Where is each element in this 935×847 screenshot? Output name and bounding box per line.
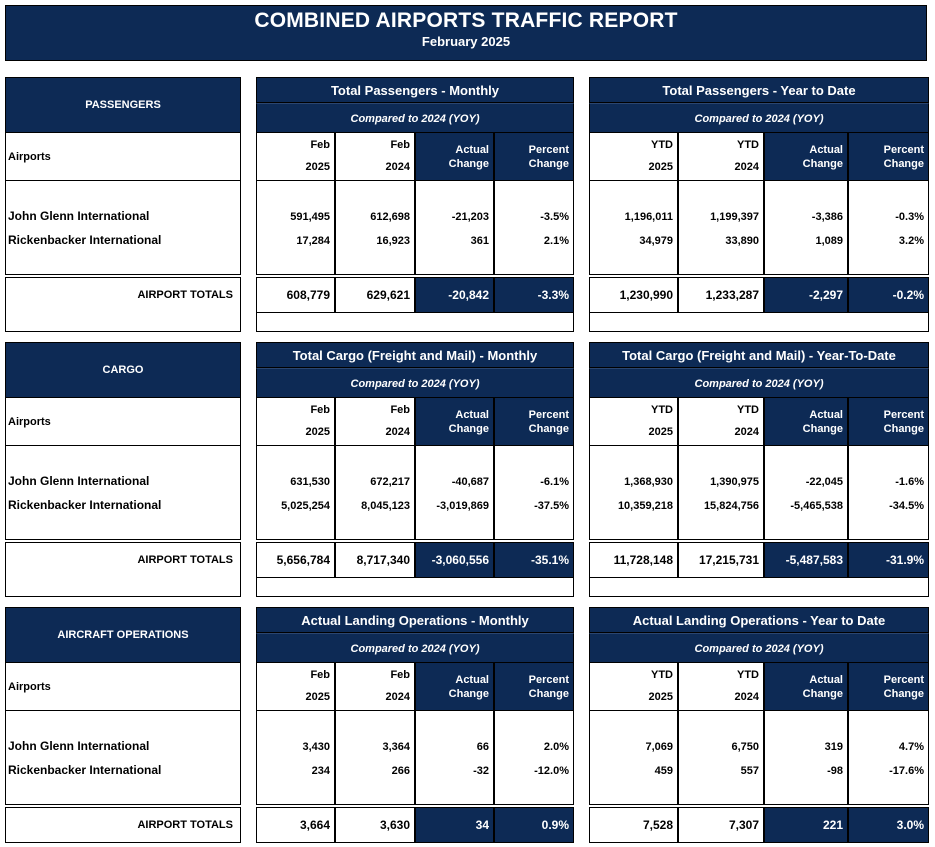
column-header-line1: Percent: [528, 409, 569, 421]
column-header: [335, 663, 415, 711]
section-title: PASSENGERS: [5, 77, 241, 133]
table-cell: 5,025,254: [281, 500, 330, 512]
data-column: [764, 711, 848, 805]
data-column: [848, 446, 929, 540]
column-header-line1: Feb: [310, 404, 330, 416]
column-header-line1: YTD: [737, 404, 759, 416]
airport-names: [5, 711, 241, 805]
total-cell: 221: [764, 807, 848, 843]
column-header-line1: YTD: [651, 669, 673, 681]
section-title: CARGO: [5, 342, 241, 398]
data-column: [494, 446, 574, 540]
column-header: [494, 133, 574, 181]
table-cell: 2.0%: [543, 741, 569, 753]
column-header-line1: Feb: [310, 139, 330, 151]
table-cell: -37.5%: [534, 500, 569, 512]
column-header-line1: Actual: [809, 674, 843, 686]
total-cell: -5,487,583: [764, 542, 848, 578]
spacer-row: [256, 312, 574, 332]
column-header-line2: Change: [448, 688, 489, 700]
table-cell: 266: [391, 765, 410, 777]
table-cell: -3.5%: [540, 211, 569, 223]
total-cell: 3,664: [256, 807, 335, 843]
total-cell: -0.2%: [848, 277, 929, 313]
total-cell: 608,779: [256, 277, 335, 313]
column-header-line2: Change: [883, 158, 924, 170]
block-title: Total Cargo (Freight and Mail) - Year-To-Date: [589, 342, 929, 368]
data-column: [589, 711, 678, 805]
column-header-line1: Percent: [528, 674, 569, 686]
data-column: [335, 711, 415, 805]
column-header: [256, 133, 335, 181]
total-cell: 34: [415, 807, 494, 843]
report-banner: [5, 5, 927, 61]
block-title: Actual Landing Operations - Monthly: [256, 607, 574, 633]
column-header: [764, 663, 848, 711]
column-header-line1: Feb: [310, 669, 330, 681]
column-header: [415, 398, 494, 446]
table-cell: -0.3%: [895, 211, 924, 223]
total-cell: 7,528: [589, 807, 678, 843]
column-header-line1: Actual: [455, 144, 489, 156]
table-cell: 234: [311, 765, 330, 777]
report-title: COMBINED AIRPORTS TRAFFIC REPORT: [254, 9, 678, 32]
report-subtitle: February 2025: [421, 34, 511, 49]
column-header-line1: Actual: [809, 144, 843, 156]
total-cell: -20,842: [415, 277, 494, 313]
column-header-line1: Actual: [455, 674, 489, 686]
airport-totals-label: AIRPORT TOTALS: [5, 807, 241, 843]
table-cell: 459: [654, 765, 673, 777]
table-cell: 34,979: [639, 235, 673, 247]
block-title: Total Cargo (Freight and Mail) - Monthly: [256, 342, 574, 368]
total-cell: 1,233,287: [678, 277, 764, 313]
table-cell: 10,359,218: [617, 500, 673, 512]
data-column: [678, 181, 764, 275]
total-cell: 7,307: [678, 807, 764, 843]
table-cell: 4.7%: [898, 741, 924, 753]
table-cell: 2.1%: [543, 235, 569, 247]
table-cell: 1,368,930: [624, 476, 673, 488]
column-header-line1: Actual: [455, 409, 489, 421]
column-header-line2: 2025: [648, 426, 673, 438]
table-cell: -21,203: [451, 211, 489, 223]
data-column: [415, 711, 494, 805]
column-header: [589, 398, 678, 446]
total-cell: 11,728,148: [589, 542, 678, 578]
column-header-line1: YTD: [737, 669, 759, 681]
spacer-row: [589, 312, 929, 332]
column-header-line1: Actual: [809, 409, 843, 421]
column-header-line2: 2024: [385, 691, 410, 703]
section-aircraft-operations: [0, 607, 935, 847]
column-header: [678, 133, 764, 181]
table-cell: 1,390,975: [710, 476, 759, 488]
data-column: [764, 181, 848, 275]
column-header-line2: Change: [528, 158, 569, 170]
table-cell: 6,750: [731, 741, 759, 753]
total-cell: -35.1%: [494, 542, 574, 578]
airports-header: Airports: [5, 133, 241, 181]
comparison-note: Compared to 2024 (YOY): [589, 368, 929, 398]
column-header-line1: Percent: [883, 674, 924, 686]
column-header-line2: Change: [448, 423, 489, 435]
data-column: [256, 446, 335, 540]
column-header: [848, 398, 929, 446]
table-cell: 66: [476, 741, 489, 753]
table-cell: -32: [473, 765, 489, 777]
column-header-line2: 2024: [734, 691, 759, 703]
column-header-line1: Percent: [883, 409, 924, 421]
table-cell: -40,687: [451, 476, 489, 488]
table-cell: -3,386: [811, 211, 843, 223]
comparison-note: Compared to 2024 (YOY): [256, 633, 574, 663]
airport-name: John Glenn International: [8, 209, 150, 223]
column-header: [678, 663, 764, 711]
table-cell: 1,199,397: [710, 211, 759, 223]
airport-name: John Glenn International: [8, 739, 150, 753]
table-cell: -17.6%: [889, 765, 924, 777]
data-column: [589, 446, 678, 540]
column-header-line2: 2025: [305, 691, 330, 703]
total-cell: 8,717,340: [335, 542, 415, 578]
data-column: [494, 711, 574, 805]
column-header-line1: Percent: [528, 144, 569, 156]
column-header-line2: 2024: [734, 161, 759, 173]
column-header: [256, 398, 335, 446]
column-header-line2: Change: [448, 158, 489, 170]
column-header-line2: 2025: [305, 161, 330, 173]
table-cell: 17,284: [296, 235, 330, 247]
total-cell: 1,230,990: [589, 277, 678, 313]
table-cell: 33,890: [725, 235, 759, 247]
column-header: [764, 133, 848, 181]
total-cell: 3.0%: [848, 807, 929, 843]
spacer-row: [5, 312, 241, 332]
column-header: [589, 133, 678, 181]
table-cell: -3,019,869: [436, 500, 489, 512]
comparison-note: Compared to 2024 (YOY): [589, 103, 929, 133]
table-cell: 3,430: [302, 741, 330, 753]
column-header-line2: Change: [528, 423, 569, 435]
table-cell: 1,196,011: [624, 211, 673, 223]
column-header-line1: YTD: [651, 404, 673, 416]
table-cell: -22,045: [805, 476, 843, 488]
column-header-line2: 2025: [648, 691, 673, 703]
data-column: [415, 446, 494, 540]
table-cell: -12.0%: [534, 765, 569, 777]
table-cell: -5,465,538: [790, 500, 843, 512]
comparison-note: Compared to 2024 (YOY): [256, 103, 574, 133]
table-cell: 7,069: [645, 741, 673, 753]
airport-totals-label: AIRPORT TOTALS: [5, 277, 241, 313]
column-header-line2: Change: [802, 158, 843, 170]
column-header-line1: Feb: [390, 669, 410, 681]
column-header: [335, 398, 415, 446]
data-column: [848, 181, 929, 275]
comparison-note: Compared to 2024 (YOY): [589, 633, 929, 663]
data-column: [848, 711, 929, 805]
column-header: [764, 398, 848, 446]
data-column: [678, 711, 764, 805]
spacer-row: [5, 577, 241, 597]
data-column: [256, 181, 335, 275]
column-header-line1: Percent: [883, 144, 924, 156]
section-cargo: [0, 342, 935, 582]
table-cell: 8,045,123: [361, 500, 410, 512]
data-column: [335, 181, 415, 275]
column-header-line1: YTD: [737, 139, 759, 151]
table-cell: -1.6%: [895, 476, 924, 488]
total-cell: 17,215,731: [678, 542, 764, 578]
airport-name: Rickenbacker International: [8, 233, 162, 247]
airport-name: John Glenn International: [8, 474, 150, 488]
column-header-line1: YTD: [651, 139, 673, 151]
table-cell: 319: [824, 741, 843, 753]
airports-header: Airports: [5, 663, 241, 711]
column-header-line2: 2024: [385, 161, 410, 173]
column-header: [494, 398, 574, 446]
column-header-line2: Change: [883, 688, 924, 700]
total-cell: 629,621: [335, 277, 415, 313]
column-header-line2: Change: [802, 688, 843, 700]
table-cell: 612,698: [370, 211, 410, 223]
column-header: [848, 133, 929, 181]
column-header: [415, 663, 494, 711]
airport-name: Rickenbacker International: [8, 498, 162, 512]
column-header-line2: 2025: [648, 161, 673, 173]
section-passengers: [0, 77, 935, 317]
data-column: [589, 181, 678, 275]
airport-names: [5, 181, 241, 275]
data-column: [678, 446, 764, 540]
table-cell: 591,495: [290, 211, 330, 223]
table-cell: 3,364: [382, 741, 410, 753]
column-header: [335, 133, 415, 181]
table-cell: 361: [470, 235, 489, 247]
total-cell: 3,630: [335, 807, 415, 843]
column-header-line1: Feb: [390, 139, 410, 151]
airport-name: Rickenbacker International: [8, 763, 162, 777]
block-title: Total Passengers - Monthly: [256, 77, 574, 103]
table-cell: -34.5%: [889, 500, 924, 512]
table-cell: -6.1%: [540, 476, 569, 488]
airport-names: [5, 446, 241, 540]
table-cell: 1,089: [815, 235, 843, 247]
data-column: [256, 711, 335, 805]
column-header-line2: Change: [528, 688, 569, 700]
column-header-line1: Feb: [390, 404, 410, 416]
total-cell: -2,297: [764, 277, 848, 313]
column-header: [589, 663, 678, 711]
table-cell: 3.2%: [898, 235, 924, 247]
block-title: Total Passengers - Year to Date: [589, 77, 929, 103]
total-cell: -3.3%: [494, 277, 574, 313]
column-header: [678, 398, 764, 446]
total-cell: -31.9%: [848, 542, 929, 578]
data-column: [494, 181, 574, 275]
column-header: [848, 663, 929, 711]
table-cell: -98: [827, 765, 843, 777]
data-column: [415, 181, 494, 275]
column-header-line2: 2025: [305, 426, 330, 438]
column-header: [494, 663, 574, 711]
section-title: AIRCRAFT OPERATIONS: [5, 607, 241, 663]
column-header-line2: Change: [802, 423, 843, 435]
spacer-row: [256, 577, 574, 597]
block-title: Actual Landing Operations - Year to Date: [589, 607, 929, 633]
column-header-line2: 2024: [385, 426, 410, 438]
comparison-note: Compared to 2024 (YOY): [256, 368, 574, 398]
data-column: [335, 446, 415, 540]
table-cell: 16,923: [376, 235, 410, 247]
data-column: [764, 446, 848, 540]
total-cell: -3,060,556: [415, 542, 494, 578]
column-header: [415, 133, 494, 181]
airports-header: Airports: [5, 398, 241, 446]
total-cell: 0.9%: [494, 807, 574, 843]
column-header: [256, 663, 335, 711]
column-header-line2: 2024: [734, 426, 759, 438]
spacer-row: [589, 577, 929, 597]
total-cell: 5,656,784: [256, 542, 335, 578]
airport-totals-label: AIRPORT TOTALS: [5, 542, 241, 578]
table-cell: 672,217: [370, 476, 410, 488]
table-cell: 631,530: [290, 476, 330, 488]
column-header-line2: Change: [883, 423, 924, 435]
table-cell: 15,824,756: [703, 500, 759, 512]
table-cell: 557: [740, 765, 759, 777]
